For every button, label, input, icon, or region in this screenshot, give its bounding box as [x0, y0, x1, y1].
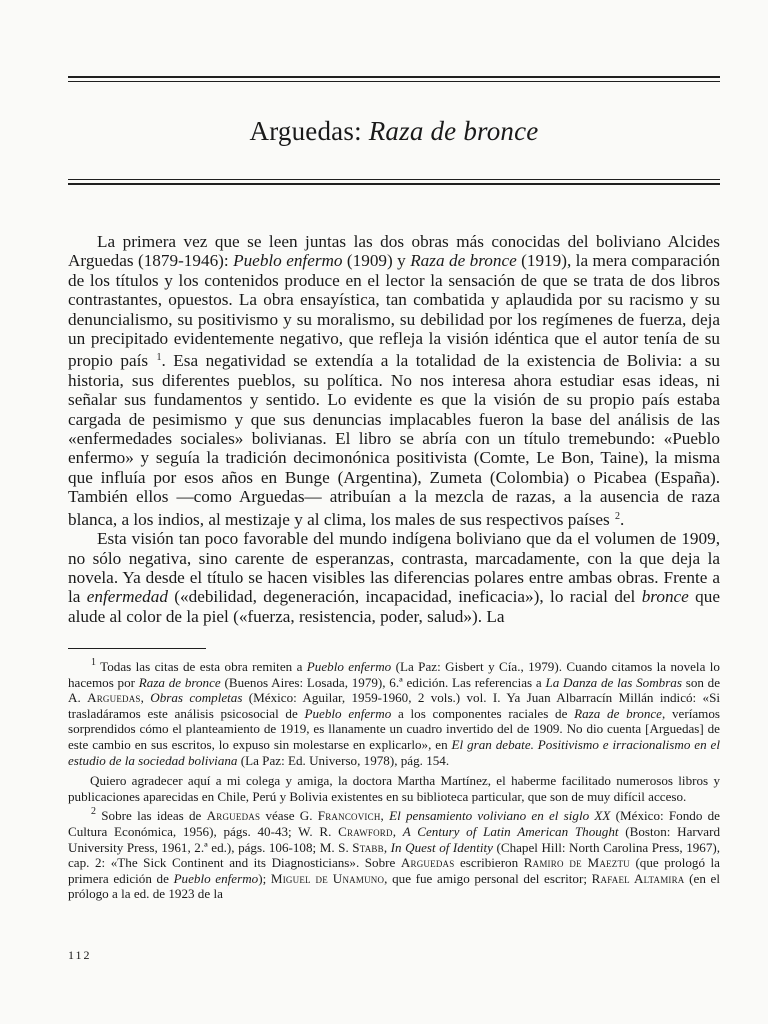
fn2-v: Miguel de Unamuno — [270, 870, 385, 886]
fn2-i: , — [392, 823, 403, 839]
fn1-g: son de A. — [68, 674, 721, 706]
fn1-q: (La Paz: Ed. Universo, 1978), pág. 154. — [237, 752, 450, 768]
footnote-ref-1: 1 — [156, 352, 162, 364]
fn1-d: Raza de bronce — [138, 674, 221, 690]
fn2-x: Rafael Altamira — [591, 870, 685, 886]
fn1-i: , — [140, 690, 151, 706]
fn2-f: El pensamiento voliviano en el siglo XX — [389, 808, 611, 824]
p2-word-bronce: bronce — [641, 587, 689, 607]
p1-book-raza-de-bronce: Raza de bronce — [410, 251, 517, 271]
p1-text-f: . Esa negatividad se extendía a la totalidad de la existencia de Bolivia: a su historia, sus diferentes pueblos, su política. No nos interesa ahora estudiar esas ideas, ni señalar sus fundamentos y sentido. Lo evidente es que la visión de su propio país estaba cargada de pesimismo y que sus denuncias implacables fueron la base del análisis de las «enfermedades sociales» bolivianas. El libro se abría con un título tremebundo: «Pueblo enfermo» y seguía la tradición decimonónica positivista (Comte, Le Bon, Taine), la misma que influía por esos años en Bunge (Argentina), Zumeta (Colombia) o Picabea (España). También ellos —como Arguedas— atribuían a la mezcla de razas, a la ausencia de raza blanca, a los indios, al mestizaje y al clima, los males de sus respectivos países — [68, 351, 721, 529]
footnote-separator — [68, 648, 206, 649]
fn2-a: Sobre las ideas de — [101, 808, 207, 824]
fn1-m: a los componentes raciales de — [391, 705, 575, 721]
fn1-n: Raza de bronce — [574, 705, 662, 721]
paragraph-2 — [68, 529, 720, 626]
fn2-b: Arguedas — [206, 808, 261, 824]
fn1-h: Arguedas — [87, 690, 141, 706]
p1-text-c: (1909) y — [342, 251, 411, 271]
p2-text-e: que alude al color de la piel («fuerza, resistencia, poder, salud»). La — [68, 587, 720, 626]
p2-text-c: («debilidad, degeneración, incapacidad, ineficacia»), lo racial del — [167, 587, 642, 607]
chapter-title-plain: Arguedas: — [249, 116, 369, 146]
fn2-l: Stabb — [352, 839, 384, 855]
p2-word-enfermedad: enfermedad — [86, 587, 168, 607]
footnote-2-number: 2 — [91, 806, 96, 818]
fn2-g: (México: Fondo de Cultura Económica, 1956), págs. 40-43; W. R. — [68, 808, 720, 839]
top-rule-thin — [68, 81, 720, 82]
fn2-o: (Chapel Hill: North Carolina Press, 1967), cap. 2: «The Sick Continent and its Diagnosticians». Sobre — [68, 839, 721, 871]
fn1-b: Pueblo enfermo — [306, 659, 392, 674]
title-rule-thin — [68, 179, 720, 180]
fn1-o: , veríamos sorprendidos cómo el planteamiento de 1919, es llanamente un cuadro invertido del de 1909. No dio cuenta [Arguedas] de este cambio en sus escritos, lo expuso sin molestarse en explicarlo», en — [68, 705, 720, 752]
paragraph-1 — [68, 232, 720, 529]
fn1-k: (México: Aguilar, 1959-1960, 2 vols.) vol. I. Ya Juan Albarracín Millán indicó: «Si trasladáramos este análisis psicosocial de — [68, 690, 720, 721]
fn2-m: , — [383, 839, 391, 855]
fn2-j: A Century of Latin American Thought — [402, 823, 619, 839]
fn2-w: , que fue amigo personal del escritor; — [384, 870, 592, 886]
fn2-k: (Boston: Harvard University Press, 1961, 2.ª ed.), págs. 106-108; M. S. — [68, 823, 721, 855]
fn1-f: La Danza de las Sombras — [545, 674, 682, 690]
footnote-1-number: 1 — [91, 657, 96, 668]
footnote-ref-2: 2 — [615, 510, 621, 522]
top-rule-thick — [68, 76, 720, 78]
chapter-title-italic: Raza de bronce — [368, 116, 539, 146]
fn2-u: ); — [258, 870, 271, 886]
fn1-a: Todas las citas de esta obra remiten a — [100, 659, 307, 674]
body-text — [68, 232, 720, 626]
footnote-acknowledgment: Quiero agradecer aquí a mi colega y amiga, la doctora Martha Martínez, el haberme facilitado numerosos libros y publicaciones aparecidas en Chile, Perú y Bolivia existentes en su biblioteca particular, que son de muy difícil acceso. — [68, 773, 720, 804]
footnote-1 — [68, 655, 720, 768]
fn1-c: (La Paz: Gisbert y Cía., 1979). Cuando citamos la novela lo hacemos por — [68, 659, 720, 690]
title-rule-thick — [68, 183, 720, 185]
p1-text-a: La primera vez que se leen juntas las dos obras más conocidas del boliviano Alcides Arguedas (1879-1946): — [68, 232, 720, 271]
footnote-2 — [68, 804, 720, 902]
fn2-p: Arguedas — [400, 855, 455, 871]
fn2-h: Crawford — [338, 823, 393, 839]
p2-text-a: Esta visión tan poco favorable del mundo indígena boliviano que da el volumen de 1909, no sólo negativa, sino carente de esperanzas, contrasta, marcadamente, con la que deja la novela. Ya desde el título se hacen visibles las diferencias polares entre ambas obras. Frente a la — [68, 529, 720, 607]
fn2-c: véase G. — [260, 808, 318, 824]
fn2-e: , — [380, 808, 390, 824]
fn1-j: Obras completas — [150, 690, 243, 706]
fn2-y: (en el prólogo a la ed. de 1923 de la — [68, 870, 720, 902]
fn2-s: (que prologó la primera edición de — [68, 855, 720, 886]
footnotes — [68, 655, 720, 902]
fn2-n: In Quest of Identity — [390, 839, 493, 855]
p1-book-pueblo-enfermo: Pueblo enfermo — [233, 251, 343, 271]
fn2-d: Francovich — [317, 808, 381, 824]
p1-text-g: . — [620, 509, 625, 529]
fn2-r: Ramiro de Maeztu — [523, 855, 630, 871]
fn2-t: Pueblo enfermo — [173, 870, 259, 886]
fn1-p: El gran debate. Positivismo e irracionalismo en el estudio de la sociedad boliviana — [68, 736, 720, 768]
chapter-title — [68, 116, 720, 147]
fn1-l: Pueblo enfermo — [304, 705, 392, 721]
page-number: 112 — [68, 948, 92, 962]
fn1-e: (Buenos Aires: Losada, 1979), 6.ª edición. Las referencias a — [220, 674, 546, 690]
p1-text-e: (1919), la mera comparación de los títulos y los contenidos produce en el lector la sensación de que se trata de dos libros contrastantes, opuestos. La obra ensayística, tan combatida y aplaudida por su racismo y su denuncialismo, su positivismo y su moralismo, su debilidad por los regímenes de fuerza, deja un precipitado evidentemente negativo, que refleja la visión idéntica que el autor tenía de su propio país — [68, 251, 721, 371]
fn2-q: escribieron — [454, 855, 524, 871]
